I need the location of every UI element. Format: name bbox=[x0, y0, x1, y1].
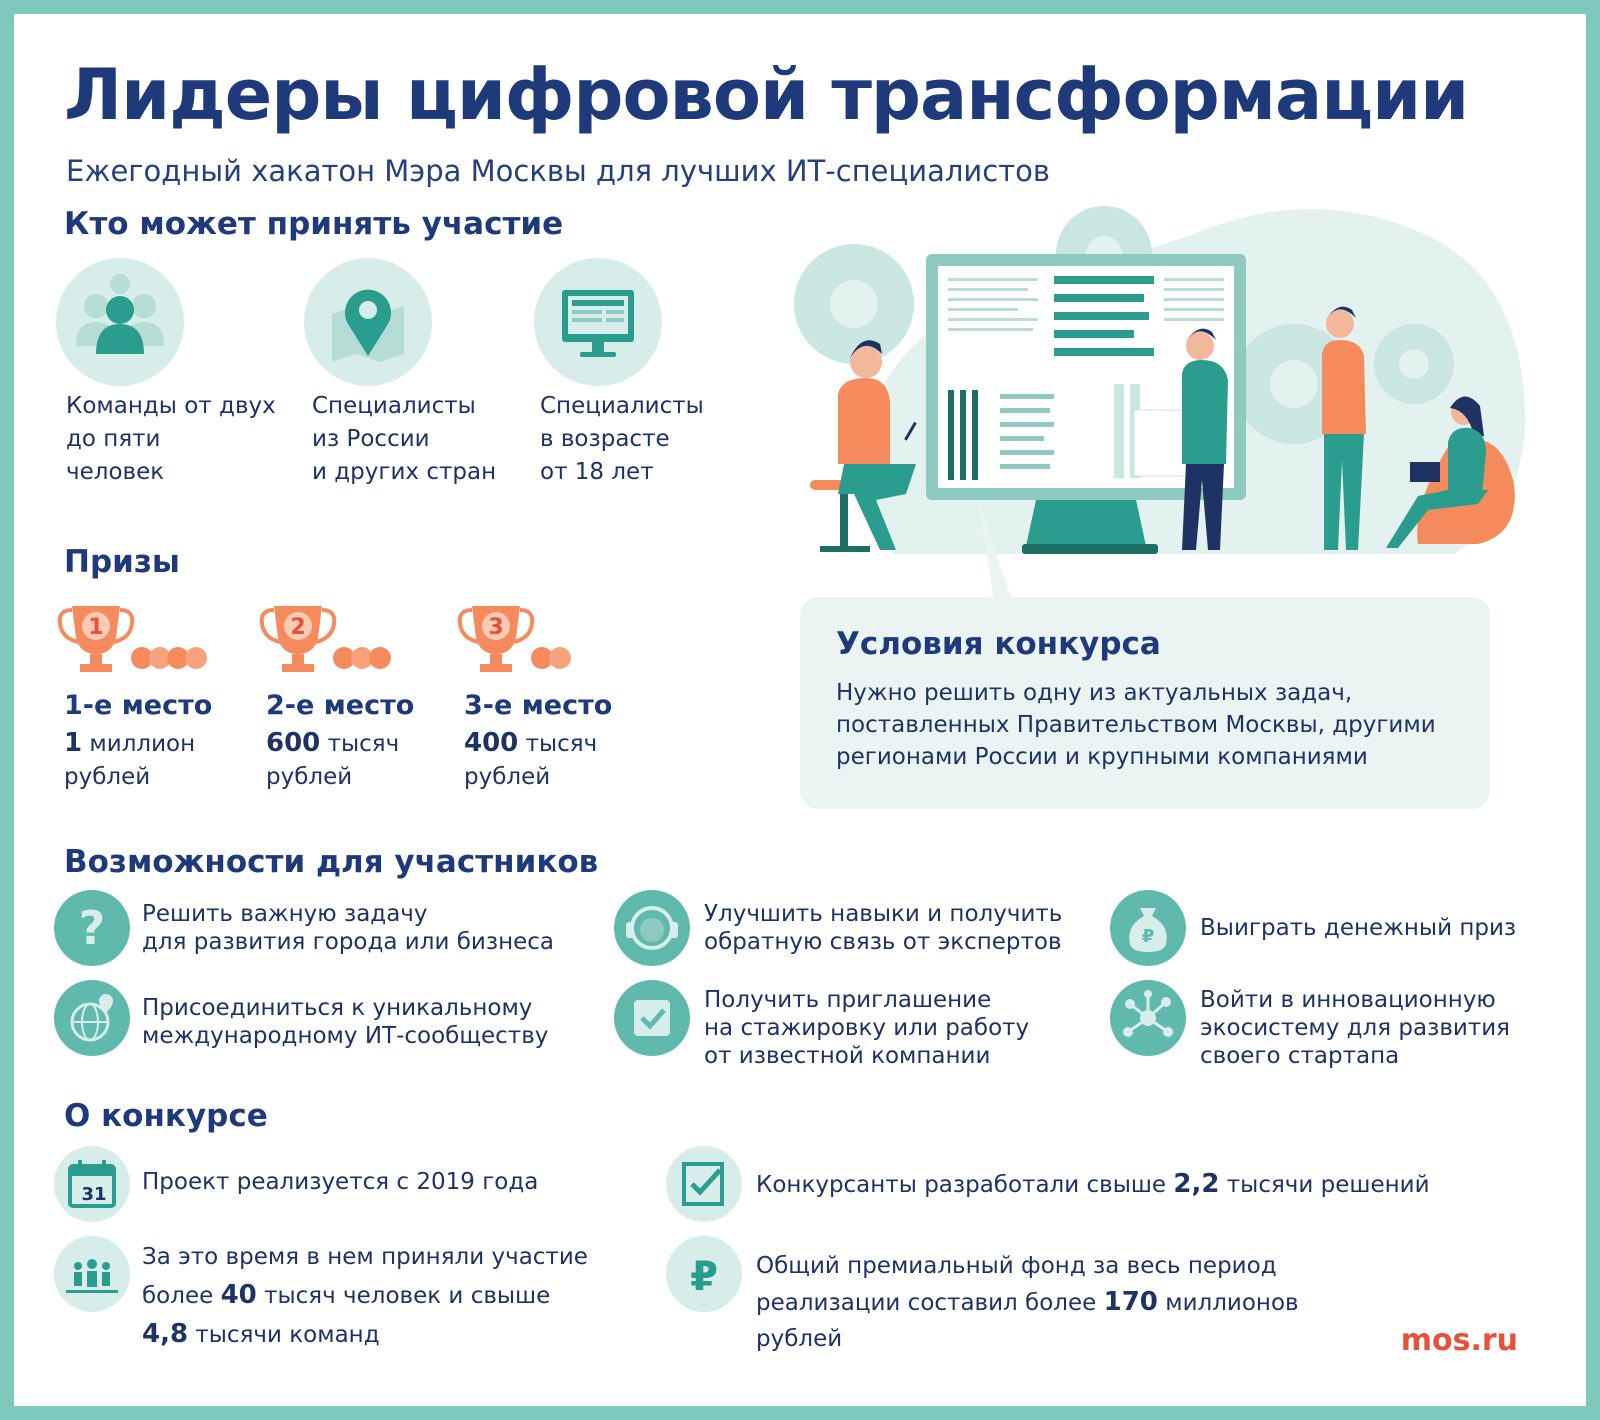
opportunity-item: Выиграть денежный приз bbox=[1200, 915, 1517, 941]
prize-third: 3-е место 400 тысяч рублей bbox=[464, 690, 613, 790]
svg-text:31: 31 bbox=[81, 1184, 107, 1205]
conditions-heading: Условия конкурса bbox=[836, 626, 1161, 662]
opportunity-item: Присоединиться к уникальному международному ИТ-сообществу bbox=[142, 995, 549, 1049]
prizes-heading: Призы bbox=[64, 544, 180, 580]
svg-text:1: 1 bbox=[88, 615, 104, 640]
ruble-icon bbox=[666, 1236, 742, 1312]
about-heading: О конкурсе bbox=[64, 1098, 268, 1134]
opportunities-heading: Возможности для участников bbox=[64, 844, 599, 880]
check-list-icon bbox=[666, 1146, 742, 1222]
about-fund: Общий премиальный фонд за весь период реализации составил более 170 миллионов рублей bbox=[756, 1253, 1299, 1352]
prize-second: 2-е место 600 тысяч рублей bbox=[266, 690, 415, 790]
coin-icon bbox=[369, 647, 391, 669]
hackathon-illustration bbox=[774, 194, 1574, 604]
team-icon bbox=[56, 258, 184, 386]
participant-item: Команды от двух до пяти человек bbox=[66, 393, 276, 485]
headset-icon bbox=[614, 890, 690, 966]
map-pin-icon bbox=[304, 258, 432, 386]
calendar-icon bbox=[54, 1146, 130, 1222]
globe-icon bbox=[54, 980, 130, 1056]
svg-text:3: 3 bbox=[488, 615, 504, 640]
checkbox-icon bbox=[614, 980, 690, 1056]
participants-heading: Кто может принять участие bbox=[64, 206, 564, 242]
about-solutions: Конкурсанты разработали свыше 2,2 тысячи решений bbox=[756, 1169, 1430, 1199]
coin-icon bbox=[549, 647, 571, 669]
prize-first: 1-е место 1 миллион рублей bbox=[64, 690, 213, 790]
opportunity-item: Войти в инновационную экосистему для развития своего стартапа bbox=[1200, 987, 1511, 1069]
coin-icon bbox=[185, 647, 207, 669]
about-since: Проект реализуется с 2019 года bbox=[142, 1169, 539, 1195]
trophy-icon bbox=[454, 598, 614, 678]
trophy-icon bbox=[54, 598, 214, 678]
infographic bbox=[14, 14, 1586, 1406]
about-participants: За это время в нем приняли участие более 40 тысяч человек и свыше 4,8 тысячи команд bbox=[142, 1244, 588, 1349]
question-icon bbox=[54, 890, 130, 966]
conditions-text: Нужно решить одну из актуальных задач, поставленных Правительством Москвы, другими регионами России и крупными компаниями bbox=[836, 680, 1436, 770]
network-icon bbox=[1110, 980, 1186, 1056]
opportunity-item: Получить приглашение на стажировку или работу от известной компании bbox=[704, 987, 1030, 1069]
participant-item: Специалисты из России и других стран bbox=[312, 393, 497, 485]
svg-text:₽: ₽ bbox=[1141, 926, 1155, 947]
svg-text:₽: ₽ bbox=[690, 1254, 718, 1300]
participant-item: Специалисты в возрасте от 18 лет bbox=[540, 393, 704, 485]
trophy-icon bbox=[256, 598, 416, 678]
svg-text:?: ? bbox=[78, 901, 106, 955]
opportunity-item: Улучшить навыки и получить обратную связь от экспертов bbox=[704, 901, 1063, 955]
logo: mos.ru bbox=[1400, 1323, 1518, 1358]
svg-text:2: 2 bbox=[290, 615, 306, 640]
page-subtitle: Ежегодный хакатон Мэра Москвы для лучших ИТ-специалистов bbox=[66, 154, 1050, 188]
money-bag-icon bbox=[1110, 890, 1186, 966]
opportunity-item: Решить важную задачу для развития города или бизнеса bbox=[142, 901, 555, 955]
people-icon bbox=[54, 1236, 130, 1312]
monitor-icon bbox=[534, 258, 662, 386]
page-title: Лидеры цифровой трансформации bbox=[64, 54, 1469, 136]
